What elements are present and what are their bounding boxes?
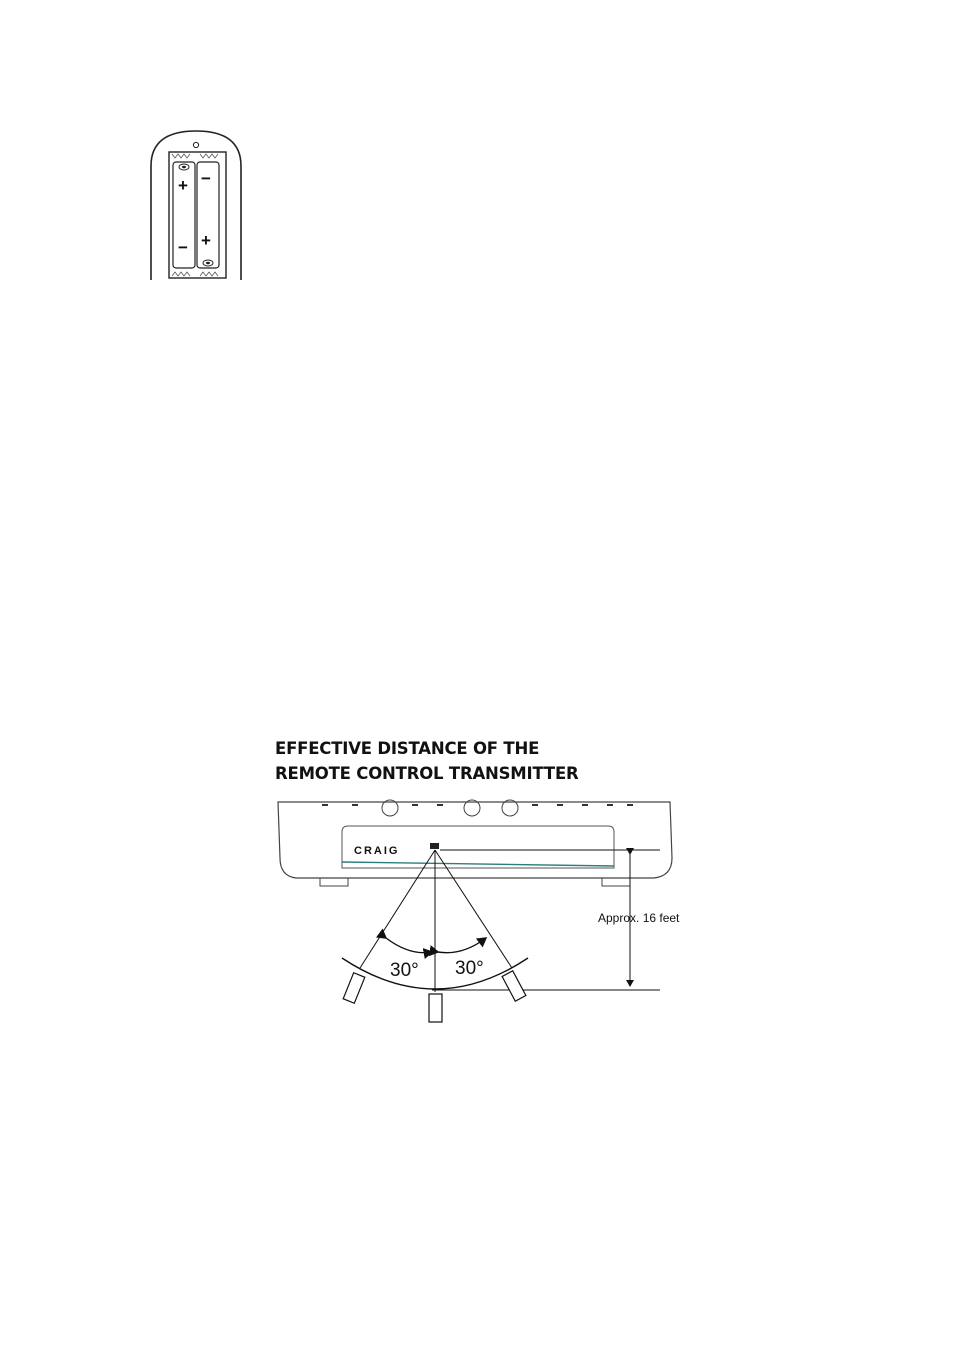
distance-label: Approx. 16 feet xyxy=(598,911,680,925)
ir-sensor-icon xyxy=(430,843,439,849)
battery-left-minus-sign: − xyxy=(178,238,188,257)
left-angle-label: 30° xyxy=(390,960,419,981)
heading-line-2: REMOTE CONTROL TRANSMITTER xyxy=(275,764,579,783)
remote-range-diagram xyxy=(272,796,692,1028)
right-angle-label: 30° xyxy=(455,958,484,979)
device-brand-logo: CRAIG xyxy=(354,845,400,857)
left-angle-arrow xyxy=(386,938,432,953)
battery-left-plus-sign: + xyxy=(178,176,188,195)
heading-line-1: EFFECTIVE DISTANCE OF THE xyxy=(275,739,540,758)
battery-compartment-illustration xyxy=(140,126,252,282)
right-angle-arrow xyxy=(438,938,486,953)
remote-position-left-icon xyxy=(343,973,365,1003)
battery-right-plus-sign: + xyxy=(201,231,211,250)
section-heading xyxy=(275,736,579,786)
remote-position-center-icon xyxy=(429,994,442,1022)
battery-right-minus-sign: − xyxy=(201,169,211,188)
remote-position-right-icon xyxy=(502,971,526,1001)
